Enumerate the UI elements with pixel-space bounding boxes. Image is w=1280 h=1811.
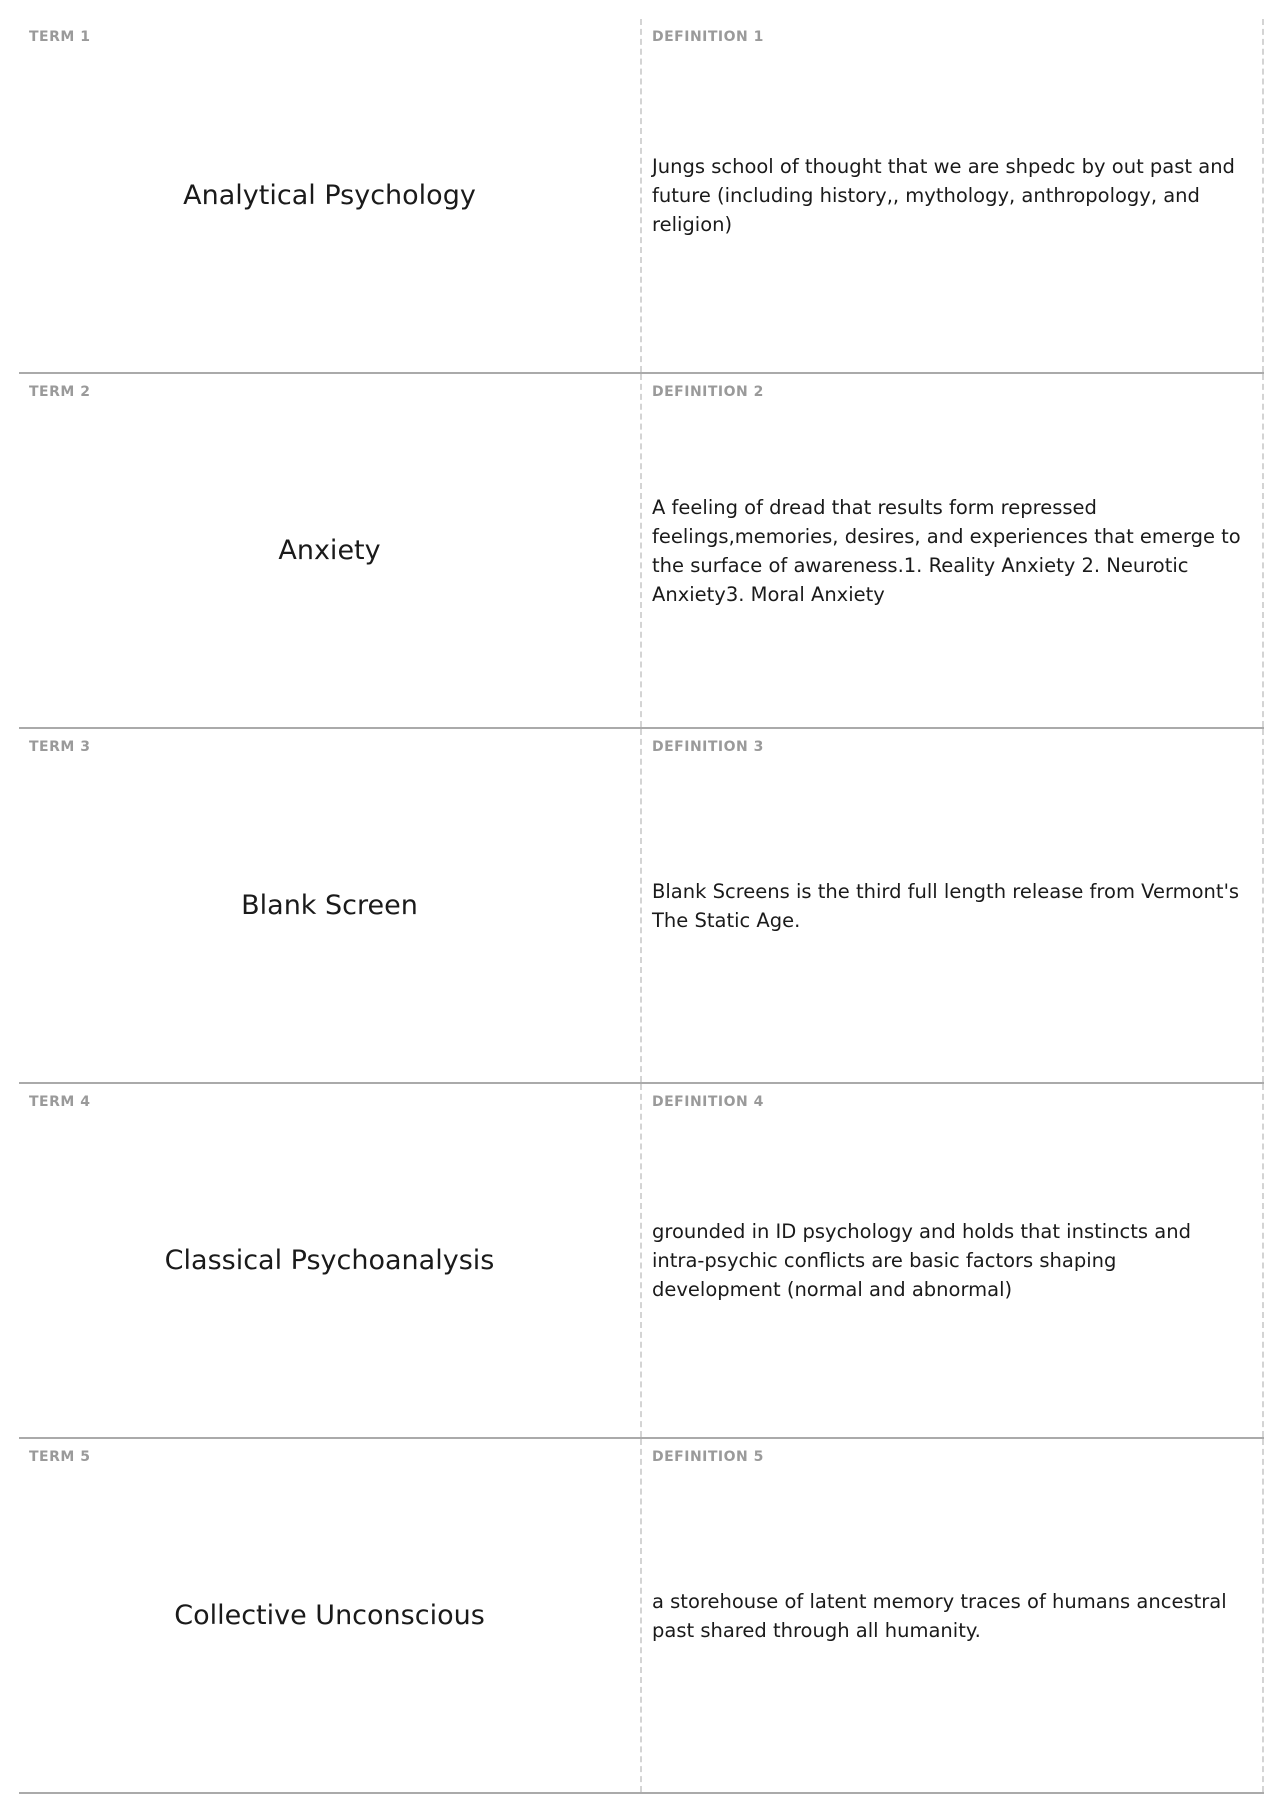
definition-text: Jungs school of thought that we are shpedc by out past and future (including history,, mythology, anthropology, and religion): [652, 155, 1235, 236]
term-text: Analytical Psychology: [183, 180, 476, 211]
term-label: TERM 1: [29, 29, 91, 45]
flashcard-row: [19, 729, 1264, 1084]
definition-cell: [642, 1439, 1264, 1792]
definition-text: A feeling of dread that results form repressed feelings,memories, desires, and experiences that emerge to the surface of awareness.1. Reality Anxiety 2. Neurotic Anxiety3. Moral Anxiety: [652, 495, 1241, 606]
flashcard-row: [19, 1084, 1264, 1439]
term-text: Collective Unconscious: [174, 1600, 485, 1631]
term-text: Blank Screen: [241, 890, 418, 921]
definition-label: DEFINITION 5: [652, 1449, 764, 1465]
term-label: TERM 2: [29, 384, 91, 400]
term-label: TERM 3: [29, 739, 91, 755]
definition-cell: [642, 1084, 1264, 1437]
term-label: TERM 4: [29, 1094, 91, 1110]
definition-label: DEFINITION 4: [652, 1094, 764, 1110]
definition-text: Blank Screens is the third full length release from Vermont's The Static Age.: [652, 879, 1240, 932]
definition-label: DEFINITION 3: [652, 739, 764, 755]
definition-cell: [642, 729, 1264, 1082]
term-cell: [19, 1084, 642, 1437]
definition-label: DEFINITION 1: [652, 29, 764, 45]
definition-cell: [642, 374, 1264, 727]
term-cell: [19, 374, 642, 727]
flashcard-row: [19, 19, 1264, 374]
definition-text: a storehouse of latent memory traces of humans ancestral past shared through all humanity.: [652, 1589, 1227, 1642]
definition-cell: [642, 19, 1264, 372]
term-cell: [19, 729, 642, 1082]
term-cell: [19, 1439, 642, 1792]
definition-text: grounded in ID psychology and holds that instincts and intra-psychic conflicts are basic factors shaping development (normal and abnormal): [652, 1220, 1191, 1301]
flashcard-sheet: [19, 19, 1264, 1794]
definition-label: DEFINITION 2: [652, 384, 764, 400]
flashcard-row: [19, 374, 1264, 729]
term-label: TERM 5: [29, 1449, 91, 1465]
term-text: Anxiety: [278, 535, 381, 566]
term-cell: [19, 19, 642, 372]
flashcard-row: [19, 1439, 1264, 1794]
term-text: Classical Psychoanalysis: [164, 1245, 495, 1276]
